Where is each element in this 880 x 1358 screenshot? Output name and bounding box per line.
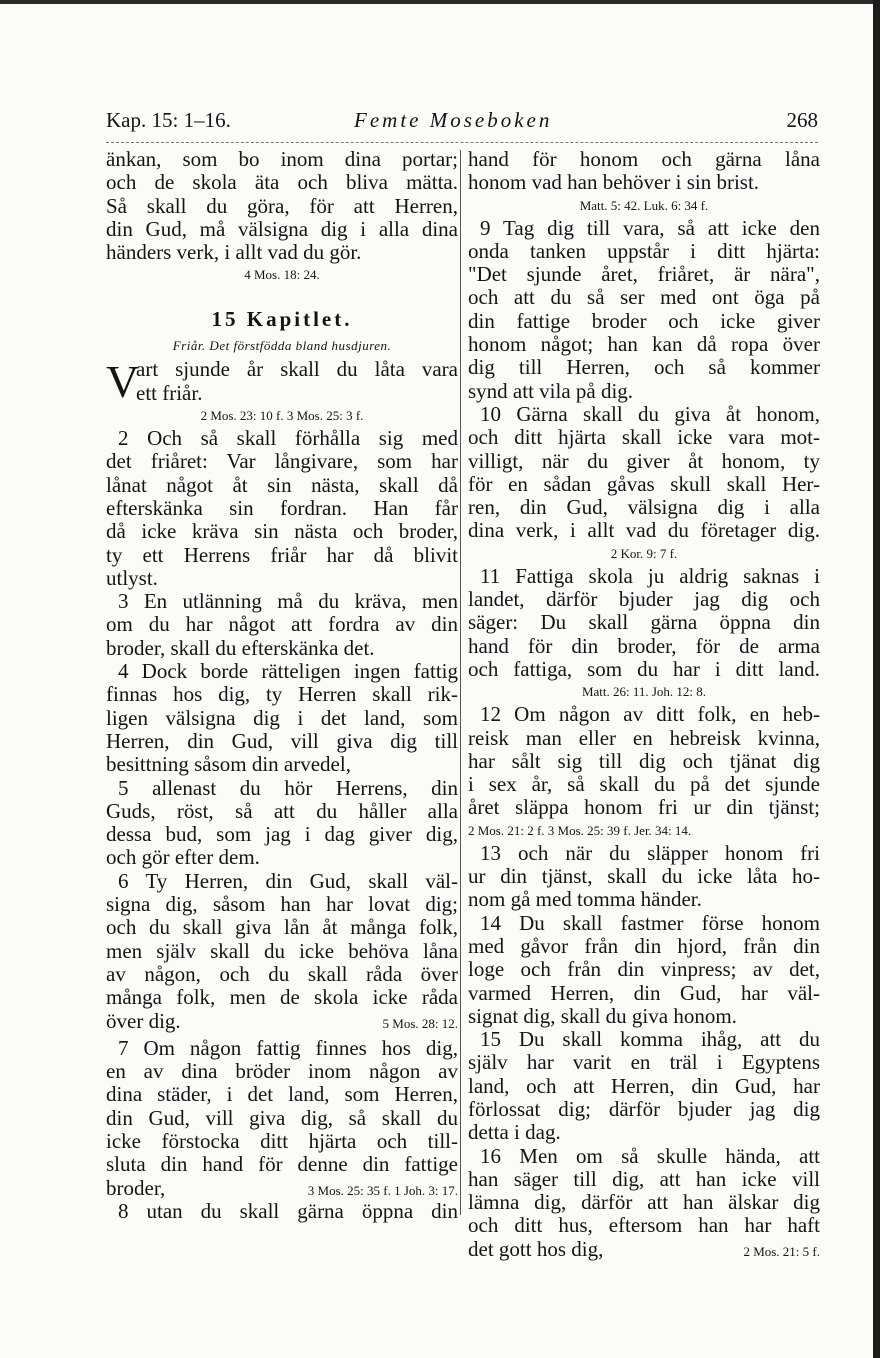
text-line: med gåvor från din hjord, från din [468, 933, 820, 958]
chapter-summary: Friår. Det förstfödda bland husdjuren. [172, 338, 392, 354]
text-line: detta i dag. [468, 1120, 561, 1145]
text-line: din fattige broder och icke giver [468, 308, 820, 333]
text-line: ett friår. [136, 380, 203, 405]
cross-reference: 2 Mos. 21: 2 f. 3 Mos. 25: 39 f. Jer. 34: 14. [468, 822, 692, 838]
text-line: broder, skall du efterskänka det. [106, 635, 375, 660]
text-line: ty ett Herrens friår har då blivit [106, 542, 458, 567]
text-line: 6 Ty Herren, din Gud, skall väl- [118, 868, 458, 893]
text-line: ren, din Gud, välsigna dig i alla [468, 495, 820, 520]
text-line: han säger till dig, att han icke vill [468, 1166, 820, 1191]
text-line: av någon, och du skall råda över [106, 961, 458, 986]
right-column [468, 148, 820, 1261]
text-line: loge och från din vinpress; av det, [468, 957, 820, 982]
verse-10 [468, 403, 820, 543]
text-line: din Gud, vill giva dig, så skall du [106, 1105, 458, 1130]
text-line: och att du så ser med ont öga på [468, 285, 820, 310]
left-column [106, 148, 458, 1223]
text-line: för en sådan gåvas skull skall Her- [468, 471, 820, 496]
text-line: året släppa honom fri ur din tjänst; [468, 795, 820, 820]
cross-reference: Matt. 26: 11. Joh. 12: 8. [581, 684, 707, 700]
text-line: besittning såsom din arvedel, [106, 752, 351, 777]
text-line: 7 Om någon fattig finnes hos dig, [118, 1035, 458, 1060]
scan-top-edge [0, 0, 880, 4]
text-line: onda tanken uppstår i ditt hjärta: [468, 238, 820, 263]
text-line: art sjunde år skall du låta vara [136, 357, 458, 382]
text-line-with-reference [106, 1010, 458, 1033]
text-line: 9 Tag dig till vara, så att icke den [480, 215, 820, 240]
text-line: 5 allenast du hör Herrens, din [118, 775, 458, 800]
text-line: har sålt sig till dig och tjänat dig [468, 748, 820, 773]
cross-reference: 2 Mos. 21: 5 f. [743, 1243, 820, 1259]
verse-16 [468, 1145, 820, 1261]
text-line: 13 och när du släpper honom fri [480, 840, 820, 865]
verse-3 [106, 590, 458, 660]
text-line: en av dina bröder inom någon av [106, 1059, 458, 1084]
text-line: många folk, men de skola icke råda [106, 985, 458, 1010]
text-line: händers verk, i allt vad du gör. [106, 240, 362, 265]
text-line: sluta din hand för denne din fattige [106, 1152, 458, 1177]
text-line: honom något; han kan då ropa över [468, 332, 820, 357]
text-line: 3 En utlänning må du kräva, men [118, 589, 458, 614]
text-line: och de skola äta och bliva mätta. [106, 170, 458, 195]
cross-reference: 3 Mos. 25: 35 f. 1 Joh. 3: 17. [307, 1182, 458, 1198]
text-line: din Gud, må välsigna dig i alla dina [106, 216, 458, 241]
verse-1 [106, 356, 458, 408]
drop-cap: V [106, 356, 140, 408]
text-line: 16 Men om så skulle hända, att [480, 1143, 820, 1168]
text-line: dina verk, i allt vad du företager dig. [468, 518, 820, 543]
text-line: 2 Och så skall förhålla sig med [118, 426, 458, 451]
header-rule [106, 142, 818, 143]
verse-15 [468, 1028, 820, 1144]
text-line: om du har något att fordra av din [106, 612, 458, 637]
cross-reference: 2 Kor. 9: 7 f. [610, 545, 678, 561]
cross-reference: Matt. 5: 42. Luk. 6: 34 f. [579, 197, 709, 213]
text-line: över dig. [106, 1008, 181, 1033]
text-line: Så skall du göra, för att Herren, [106, 193, 458, 218]
text-line: synd att vila på dig. [468, 378, 634, 403]
text-line: utlyst. [106, 565, 158, 590]
text-line: dig till Herren, och så kommer [468, 355, 820, 380]
text-line: 12 Om någon av ditt folk, en heb- [480, 702, 820, 727]
text-line: finnas hos dig, ty Herren skall rik- [106, 682, 458, 707]
column-divider [460, 150, 461, 1215]
text-line: och du skall giva lån åt många folk, [106, 915, 458, 940]
text-line: efterskänka sin fordran. Han får [106, 495, 458, 520]
text-line: landet, därför bjuder jag dig och [468, 587, 820, 612]
text-line: 11 Fattiga skola ju aldrig saknas i [480, 563, 820, 588]
text-line: och gör efter dem. [106, 845, 260, 870]
text-line-with-reference [468, 1238, 820, 1261]
text-line: ligen välsigna dig i det land, som [106, 705, 458, 730]
text-line: hand för honom och gärna låna [468, 147, 820, 171]
running-header [106, 108, 818, 140]
chapter-heading: 15 Kapitlet. [211, 307, 353, 332]
text-line: "Det sjunde året, friåret, är nära", [468, 262, 820, 287]
text-line: i sex år, så skall du på det sjunde [468, 772, 820, 797]
text-line: men själv skall du icke behöva låna [106, 938, 458, 963]
text-line: 10 Gärna skall du giva åt honom, [480, 401, 820, 426]
text-line: Guds, röst, så att du håller alla [106, 798, 458, 823]
text-line: 4 Dock borde rätteligen ingen fattig [118, 659, 458, 684]
text-line: signat dig, skall du giva honom. [468, 1003, 737, 1028]
text-line: land, och att Herren, din Gud, har [468, 1073, 820, 1098]
text-line: lämna dig, därför att han älskar dig [468, 1190, 820, 1215]
text-line: då icke kräva sin nästa och broder, [106, 519, 458, 544]
text-line: villigt, när du giver åt honom, ty [468, 448, 820, 473]
verse-8-start: 8 utan du skall gärna öppna din [118, 1198, 458, 1223]
text-line: ur din tjänst, skall du icke låta ho- [468, 864, 820, 889]
text-line: reisk man eller en hebreisk kvinna, [468, 725, 820, 750]
verse-6 [106, 870, 458, 1033]
text-line: själv har varit en träl i Egyptens [468, 1050, 820, 1075]
text-line: 15 Du skall komma ihåg, att du [480, 1027, 820, 1052]
chapter-range: Kap. 15: 1–16. [106, 108, 231, 132]
verse-2 [106, 427, 458, 590]
text-line: och ditt hjärta skall icke vara mot- [468, 425, 820, 450]
verse-14 [468, 912, 820, 1028]
text-line: och ditt hus, eftersom han har haft [468, 1213, 820, 1238]
text-line: dessa bud, som jag i dag giver dig, [106, 822, 458, 847]
text-line-with-reference [106, 1177, 458, 1200]
text-line: änkan, som bo inom dina portar; [106, 147, 458, 171]
text-line: Herren, din Gud, vill giva dig till [106, 728, 458, 753]
cross-reference: 4 Mos. 18: 24. [244, 267, 320, 283]
text-line: broder, [106, 1175, 166, 1200]
verse-11 [468, 565, 820, 681]
text-line: det gott hos dig, [468, 1236, 604, 1261]
text-line: säger: Du skall gärna öppna din [468, 610, 820, 635]
text-line: och fattiga, som du har i ditt land. [468, 656, 820, 681]
text-line: hand för din broder, för de arma [468, 633, 820, 658]
text-line: det friåret: Var långivare, som har [106, 449, 458, 474]
page-number: 268 [786, 108, 818, 132]
text-line: nom gå med tomma händer. [468, 887, 702, 912]
text-line: förlossat dig; därför bjuder jag dig [468, 1096, 820, 1121]
text-line: lånat något åt sin nästa, skall då [106, 472, 458, 497]
scan-right-edge [873, 0, 880, 1358]
cross-reference: 5 Mos. 28: 12. [382, 1015, 458, 1031]
verse-12 [468, 703, 820, 819]
verse-5 [106, 777, 458, 870]
continuation-text [106, 148, 458, 264]
verse-7 [106, 1037, 458, 1200]
book-title: Femte Moseboken [354, 108, 553, 132]
verse-13 [468, 842, 820, 912]
cross-reference: 2 Mos. 23: 10 f. 3 Mos. 25: 3 f. [200, 408, 364, 424]
verse-8-continued [468, 148, 820, 195]
verse-9 [468, 217, 820, 403]
verse-4 [106, 660, 458, 776]
text-line: signa dig, såsom han har lovat dig; [106, 892, 458, 917]
text-line: dina städer, i det land, som Herren, [106, 1082, 458, 1107]
text-line: honom vad han behöver i sin brist. [468, 170, 760, 195]
text-line: 14 Du skall fastmer förse honom [480, 910, 820, 935]
text-line: varmed Herren, din Gud, har väl- [468, 980, 820, 1005]
text-line: icke förstocka ditt hjärta och till- [106, 1128, 458, 1153]
